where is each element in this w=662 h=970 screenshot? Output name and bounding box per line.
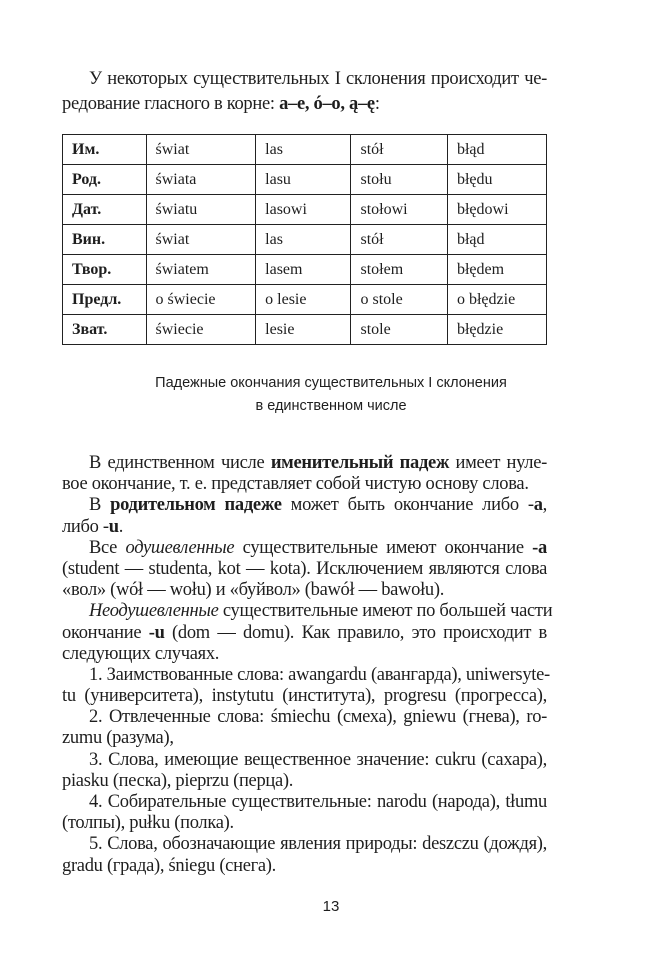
table-cell: lasu	[256, 165, 351, 195]
text-segment: 3. Слова, имеющие вещественное значение: cukru (сахара),	[89, 749, 547, 770]
text-line	[62, 813, 547, 834]
table-cell: lasem	[256, 255, 351, 285]
text-segment: имеет нуле-	[449, 453, 547, 473]
case-label: Дат.	[63, 195, 147, 225]
body-text	[62, 453, 553, 877]
table-cell: świecie	[146, 315, 256, 345]
table-cell: świat	[146, 135, 256, 165]
page-number: 13	[322, 898, 340, 915]
case-label: Род.	[63, 165, 147, 195]
table-cell: błąd	[447, 135, 546, 165]
text-line	[62, 623, 547, 644]
case-label: Им.	[63, 135, 147, 165]
text-line	[62, 792, 547, 813]
text-line	[62, 856, 547, 877]
text-segment: (student — studenta, kot — kota). Исключением являются слова	[62, 558, 547, 579]
bold-text: a–e, ó–o, ą–ę	[279, 94, 375, 115]
table-cell: las	[256, 225, 351, 255]
table-cell: błędu	[447, 165, 546, 195]
text-segment: 4. Собирательные существительные: narodu (народа), tłumu	[89, 792, 547, 812]
table-cell: światu	[146, 195, 256, 225]
table-cell: stołu	[351, 165, 447, 195]
bold-text: именительный падеж	[270, 453, 450, 473]
text-segment: Все	[89, 537, 126, 558]
table-cell: świata	[146, 165, 256, 195]
table-cell: o stole	[351, 285, 447, 315]
section-heading	[0, 372, 662, 418]
text-segment: 2. Отвлеченные слова: śmiechu (смеха), gniewu (гнева), ro-	[89, 707, 547, 728]
text-line	[62, 601, 553, 622]
case-label: Вин.	[63, 225, 147, 255]
bold-text: u	[108, 516, 119, 537]
text-line	[62, 67, 547, 92]
intro-paragraph	[62, 67, 547, 117]
text-line	[62, 644, 547, 665]
table-row	[63, 135, 547, 165]
text-line	[62, 453, 547, 474]
text-line	[62, 686, 547, 707]
table-cell: błąd	[447, 225, 546, 255]
text-segment: существительные имеют окончание	[234, 537, 533, 558]
table-cell: las	[256, 135, 351, 165]
text-segment: .	[118, 516, 124, 537]
table-cell: błędzie	[447, 315, 546, 345]
table-cell: stole	[351, 315, 447, 345]
bold-text: -u	[148, 622, 165, 643]
text-segment: zumu (разума),	[62, 728, 174, 749]
case-label: Зват.	[63, 315, 147, 345]
text-segment: редование гласного в корне:	[62, 94, 280, 115]
table-cell: błędowi	[447, 195, 546, 225]
text-line	[62, 559, 547, 580]
text-segment: 5. Слова, обозначающие явления природы: deszczu (дождя),	[89, 834, 547, 855]
declension-table	[62, 134, 547, 345]
text-segment: В единственном числе	[89, 453, 271, 473]
italic-text: Неодушевленные	[89, 601, 219, 622]
text-line	[62, 580, 547, 601]
text-segment: :	[374, 94, 380, 115]
text-segment: следующих случаях.	[62, 643, 220, 664]
text-line	[62, 771, 547, 792]
text-segment: 1. Заимствованные слова: awangardu (авангарда), uniwersyte-	[89, 664, 550, 685]
table-cell: o świecie	[146, 285, 256, 315]
table-row	[63, 315, 547, 345]
table-cell: stołem	[351, 255, 447, 285]
table-cell: błędem	[447, 255, 546, 285]
text-segment: У некоторых существительных I склонения происходит че-	[89, 69, 547, 89]
text-line	[62, 707, 547, 728]
text-line	[62, 517, 547, 538]
table-row	[63, 225, 547, 255]
text-line	[62, 728, 547, 749]
text-segment: ,	[542, 495, 547, 516]
text-segment: либо -	[62, 516, 109, 537]
case-label: Твор.	[63, 255, 147, 285]
bold-text: -a	[532, 537, 547, 558]
text-segment: окончание	[62, 622, 149, 643]
text-line	[62, 538, 547, 559]
text-segment: piasku (песка), pieprzu (перца).	[62, 770, 294, 791]
table-row	[63, 285, 547, 315]
text-line	[62, 834, 547, 855]
bold-text: родительном падеже	[110, 495, 282, 516]
table-cell: stół	[351, 225, 447, 255]
table-cell: o błędzie	[447, 285, 546, 315]
text-line	[62, 750, 547, 771]
table-cell: o lesie	[256, 285, 351, 315]
table-row	[63, 255, 547, 285]
table-cell: lasowi	[256, 195, 351, 225]
bold-text: a	[533, 495, 543, 516]
text-line	[62, 664, 550, 686]
table-row	[63, 195, 547, 225]
section-heading-line: Падежные окончания существительных I склонения	[155, 375, 507, 391]
section-heading-line: в единственном числе	[255, 398, 407, 414]
table-cell: lesie	[256, 315, 351, 345]
text-line	[62, 474, 547, 495]
table-cell: świat	[146, 225, 256, 255]
text-segment: «вол» (wół — wołu) и «буйвол» (bawół — bawołu).	[62, 580, 445, 601]
case-label: Предл.	[63, 285, 147, 315]
table-cell: światem	[146, 255, 256, 285]
text-segment: tu (университета), instytutu (института), progresu (прогресса),	[62, 686, 547, 707]
table-cell: stołowi	[351, 195, 447, 225]
text-segment: может быть окончание либо -	[281, 495, 534, 516]
table-row	[63, 165, 547, 195]
table-cell: stół	[351, 135, 447, 165]
text-segment: (dom — domu). Как правило, это происходит в	[164, 622, 547, 643]
text-segment: существительные имеют по большей части	[218, 601, 553, 622]
text-line	[62, 495, 547, 516]
text-segment: вое окончание, т. е. представляет собой чистую основу слова.	[62, 474, 529, 495]
text-line	[62, 92, 547, 117]
text-segment: В	[89, 495, 111, 516]
text-segment: gradu (града), śniegu (снега).	[62, 855, 276, 876]
italic-text: одушевленные	[125, 537, 235, 558]
text-segment: (толпы), pułku (полка).	[62, 813, 234, 834]
